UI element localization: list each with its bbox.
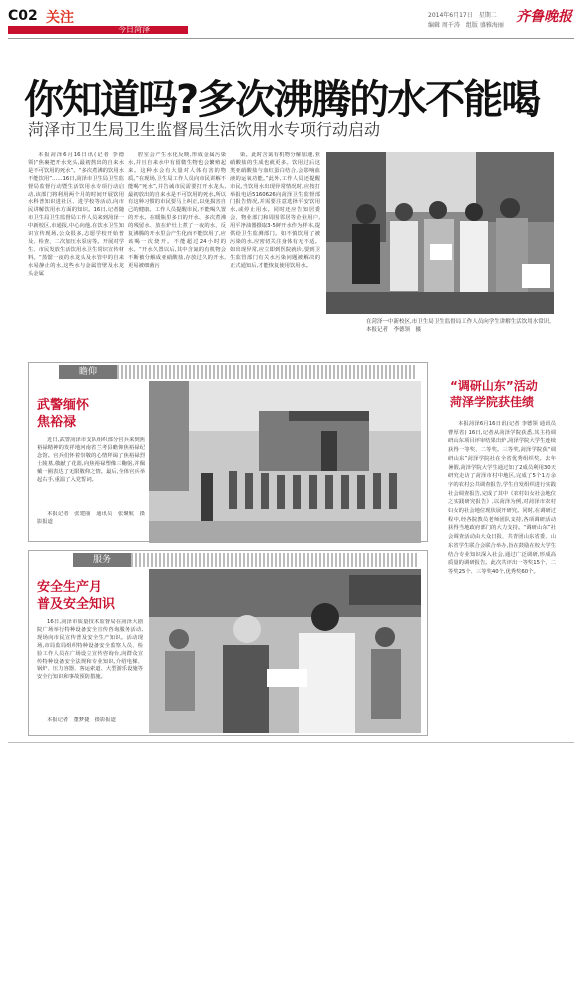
box-body (37, 437, 145, 507)
safety-campaign-photo (149, 569, 421, 733)
sub-section-name: 今日菏泽 (118, 25, 150, 34)
box-body-text: 近日,武警菏泽市支队组织部分官兵来到焦裕禄精神的发祥地河南省兰考县瞻仰焦裕禄纪念馆。官兵们怀着崇敬的心情拜谒了焦裕禄烈士陵墓,敬献了花篮,向焦裕禄塑像三鞠躬,并佩戴一圈表达了无限敬仰之情。最后,全体官兵举起右手,重温了入党誓词。 (37, 437, 145, 483)
section-bar (8, 26, 188, 34)
photo-caption: 在菏泽一中新校区,市卫生局卫生监督局工作人员向学生讲解生活饮用水常识。 本报记者 李德领 摄 (366, 319, 558, 333)
mourning-box (28, 362, 428, 542)
box-byline-text: 本报记者 董梦捷 摄影报道 (47, 717, 116, 723)
main-subheadline: 菏泽市卫生局卫生监督局生活饮用水专项行动启动 (28, 120, 381, 139)
box-body (37, 619, 143, 715)
main-story-text-1: 本报菏泽6月16日讯(记者 李德领)“焦裹把开水充头,最初熬出的自来水是不可饮用的死水”。“多次煮沸的饮用水不能饮用”……16日,菏泽市卫生局卫生监督局监督行动暨生活饮用水专项行动启动,该部门将利用两个月的时间开展饮用水科普知识进社区、进学校等活动,向市民讲解饮用水方面的知识。16日,记者随市卫生局卫生监督局工作人员来到菏泽一中新校区,市通报,中心向他,在饮水卫生知识宣传现场,公众很多,志愿学校开始普及、检查、二次加压水泵房等。开展对学生、市民发放生活饮用水卫生常识宣传材料。“蒸馏一夜的水龙头及水管中的自来水易静止的水,这些水与金属管壁及水龙头金属 (28, 152, 124, 277)
side-story-text: 本报菏泽6月16日讯(记者 李德领 通讯员 曹厚省) 16日,记者从菏泽学院获悉,其主持调研山东项目评审结果出炉,菏泽学院大学生连续获得一等奖、二等奖。三等奖,菏泽学院获“调研山东”菏泽学院社在全省优秀组织奖。去年暑假,菏泽学院大学生通过知了2成员利用30天研究走访了菏泽市村中地区,完成了5个1万余字的农村公共调查报告,学生自发组织进行实践社会调查报告,完成了其中《农村妇女社会地位之实践研究报告》,以菏泽为例,对菏泽市农村妇女的社会地位现状展开研究。同时,在调研过程中,经各院教员老师团队支持,各项调研活动获得当地政府部门的大力支持。“调研山东”社会调查活动由大众日报、共青团山东省委、山东省学生联合会联合举办,旨在鼓励在校大学生结合专业知识深入社会,通过广泛调研,形成高质量的调研报告。此次共评出一等奖15个、二等奖25个、三等奖40个,优秀奖60个。 (448, 421, 556, 575)
water-safety-photo (326, 152, 554, 314)
box-byline (37, 511, 145, 531)
side-title-line-1: “调研山东”活动 (450, 379, 538, 393)
issue-date: 2014年6月17日 星期二 (428, 12, 497, 19)
main-story-text-3: 染。此时含氮有机物分解加速,亚硝酸盐的生成也就更多。饮用过后这类亚硝酸盐与血红蛋白结合,会影响血液的运氧功能。”此外,工作人员还提醒市民,当饮用水出现异常情况时,应按打举报电话5160626向菏泽卫生监督部门报告情况,并需要注意选择平安饮用水,或停止用水。同时还应告知居委会、物业部门和周围邻居等企业用户,用平净油器摄取3-5鲜开水作为样本,提供给卫生监测部门。如不慎饮用了被污染的水,应密切关注身体有无不适。如出现异常,应立即到医院就诊,要到卫生监管部门有关水污染问题被解决的正式通知后,才能恢复使用饮用水。 (230, 152, 320, 269)
main-story-column-3 (230, 152, 320, 340)
box-title (37, 579, 115, 613)
service-box (28, 550, 428, 736)
box-byline (37, 717, 143, 727)
box-tag: 服务 (73, 553, 131, 567)
box-title-line-2: 焦裕禄 (37, 415, 77, 430)
main-story-column-2 (128, 152, 226, 340)
main-headline: 你知道吗?多次沸腾的水不能喝 (24, 77, 540, 123)
side-story-body (448, 420, 556, 736)
tag-rule (131, 553, 417, 567)
tag-rule (117, 365, 417, 379)
main-story-text-2: 腔室会产生水化反映,形成金属污染水,并且自来水中有留微生物也会繁殖起来。这种水会有大量对人体有害的物质。”在现场,卫生局工作人员向市民讲解不能喝“死水”,并告诫市民需要打开水龙头,最初放出的自来水是不可饮用的死水,所以有这种习惯的市民要马上纠正,以免损害自己的健康。工作人员提醒市民,不能喝久置的开水。在暖瓶里多日的开水、多次煮沸的残留水、放在炉灶上煮了一夜的水、反复沸腾的开水里会产生化而不能饮用了,应该喝一次烧开。不能超过24小时的水。“开水久置以后,其中含氮的有机物会不断被分解成亚硝酸盐,存放过久的开水,更易被细菌污 (128, 152, 226, 269)
box-tag: 瞻仰 (59, 365, 117, 379)
page-code: C02 (8, 8, 38, 24)
side-title-line-2: 菏泽学院获佳绩 (450, 395, 535, 409)
page-header (8, 6, 574, 36)
side-story-title (450, 378, 538, 410)
newspaper-logo: 齐鲁晚报 (516, 9, 572, 25)
memorial-photo (149, 381, 421, 543)
editors-line: 编辑 周千涛 组版 盛雅海丽 (428, 22, 504, 29)
footer-rule (8, 742, 574, 743)
section-name: 关注 (46, 10, 74, 26)
box-byline-text: 本报记者 张建丽 通讯员 张聚航 摄影报道 (37, 511, 145, 525)
box-title-line-1: 武警缅怀 (37, 398, 90, 413)
box-title-line-1: 安全生产月 (37, 580, 103, 595)
box-title (37, 397, 89, 431)
box-body-text: 16日,菏泽市质量技术监督局在菏泽大剧院广场举行特种设备安全宣传咨询服务活动,现场向市民宣传普及安全生产知识。活动现场,市局监局组织特种设备安全监察人员、检验工作人员在广场设立宣传咨询台,向群众宣传特种设备安全法规和专业知识,介绍电梯、锅炉、压力容器、客运索道、大型游乐设施等安全行知识和事故预防措施。 (37, 619, 143, 681)
header-rule (8, 38, 574, 39)
box-title-line-2: 普及安全知识 (37, 597, 116, 612)
main-story-column-1 (28, 152, 124, 340)
